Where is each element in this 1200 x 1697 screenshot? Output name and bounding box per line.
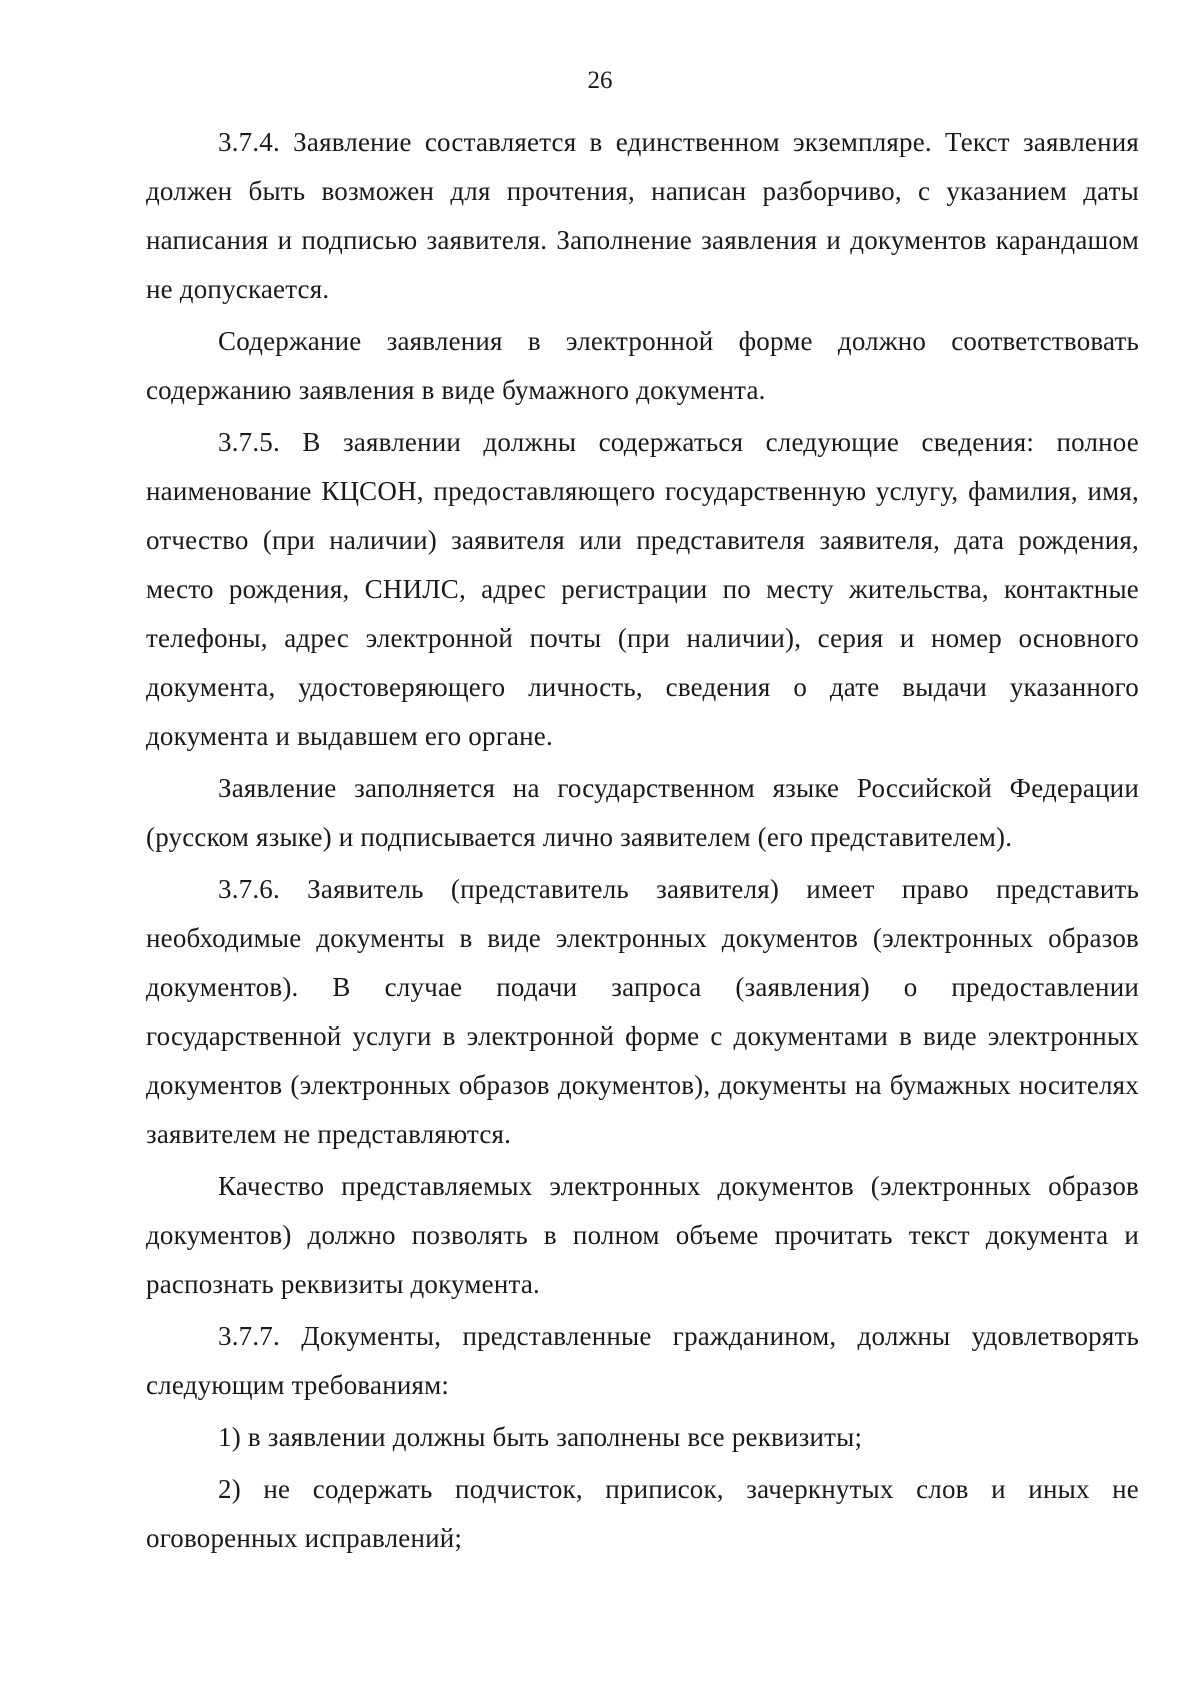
list-item-2: 2) не содержать подчисток, приписок, зачеркнутых слов и иных не оговоренных исправлений; [146,1474,1139,1553]
page-number: 26 [587,67,613,94]
paragraph-3-7-4: 3.7.4. Заявление составляется в единственном экземпляре. Текст заявления должен быть возможен для прочтения, написан разборчиво, с указанием даты написания и подписью заявителя. Заполнение заявления и документов карандашом не допускается. [146,127,1139,304]
paragraph-state-language: Заявление заполняется на государственном языке Российской Федерации (русском языке) и подписывается лично заявителем (его представителем). [146,773,1139,852]
paragraph-electronic-form: Содержание заявления в электронной форме должно соответствовать содержанию заявления в виде бумажного документа. [146,326,1139,405]
paragraph-3-7-6: 3.7.6. Заявитель (представитель заявителя) имеет право представить необходимые документы в виде электронных документов (электронных образов документов). В случае подачи запроса (заявления) о предоставлении государственной услуги в электронной форме с документами в виде электронных документов (электронных образов документов), документы на бумажных носителях заявителем не представляются. [146,874,1139,1149]
document-body [146,118,1139,1566]
paragraph-3-7-7: 3.7.7. Документы, представленные гражданином, должны удовлетворять следующим требованиям: [146,1321,1139,1400]
list-item-1: 1) в заявлении должны быть заполнены все реквизиты; [218,1422,863,1452]
paragraph-3-7-5: 3.7.5. В заявлении должны содержаться следующие сведения: полное наименование КЦСОН, предоставляющего государственную услугу, фамилия, имя, отчество (при наличии) заявителя или представителя заявителя, дата рождения, место рождения, СНИЛС, адрес регистрации по месту жительства, контактные телефоны, адрес электронной почты (при наличии), серия и номер основного документа, удостоверяющего личность, сведения о дате выдачи указанного документа и выдавшем его органе. [146,427,1139,751]
paragraph-document-quality: Качество представляемых электронных документов (электронных образов документов) должно позволять в полном объеме прочитать текст документа и распознать реквизиты документа. [146,1171,1139,1299]
